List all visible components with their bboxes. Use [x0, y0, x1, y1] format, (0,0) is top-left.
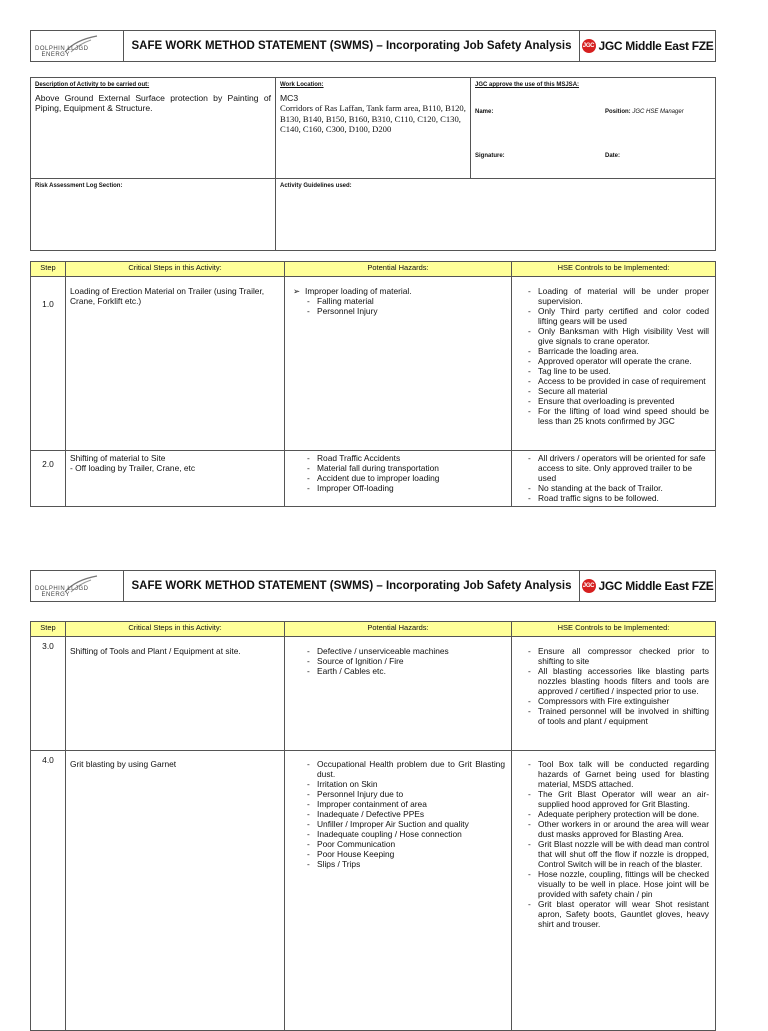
hazards-cell: [285, 637, 512, 751]
hazard-item: - Poor House Keeping: [305, 849, 505, 859]
control-item: - Ensure all compressor checked prior to shifting to site: [526, 646, 709, 666]
steps-table-header: [31, 262, 716, 277]
control-item: - Loading of material will be under proper supervision.: [526, 286, 709, 306]
control-item: - Barricade the loading area.: [526, 346, 709, 356]
control-item: - Compressors with Fire extinguisher: [526, 696, 709, 706]
activity-text: Shifting of material to Site: [70, 453, 166, 463]
col-critical-steps: Critical Steps in this Activity:: [66, 622, 285, 637]
control-item: - Tag line to be used.: [526, 366, 709, 376]
col-controls: HSE Controls to be Implemented:: [512, 262, 716, 277]
control-item: - Only Banksman with High visibility Vest will give signals to crane operator.: [526, 326, 709, 346]
description-value: Above Ground External Surface protection by Painting of Piping, Equipment & Structure.: [35, 93, 271, 113]
control-item: - Only Third party certified and color coded lifting gears will be used: [526, 306, 709, 326]
control-item: - Adequate periphery protection will be done.: [526, 809, 709, 819]
jgc-logo-icon: JGC: [582, 579, 596, 593]
info-table: [30, 77, 716, 251]
table-row: [31, 637, 716, 751]
work-location-line1: MC3: [280, 93, 299, 103]
document-title: SAFE WORK METHOD STATEMENT (SWMS) – Incorporating Job Safety Analysis: [131, 580, 572, 592]
control-item: - Grit blast operator will wear Shot resistant apron, Safety boots, Gauntlet gloves, heavy shirt and trouser.: [526, 899, 709, 929]
description-cell: [31, 78, 276, 179]
hazard-item: - Personnel Injury due to: [305, 789, 505, 799]
dolphin-energy-logo: [31, 571, 124, 601]
jgc-logo-icon: JGC: [582, 39, 596, 53]
hazard-item: - Unfiller / Improper Air Suction and quality: [305, 819, 505, 829]
logo-text-line1: DOLPHIN: [35, 586, 66, 592]
control-item: - The Grit Blast Operator will wear an air-supplied hood approved for Grit Blasting.: [526, 789, 709, 809]
table-row: [31, 751, 716, 1031]
brand-name: JGC Middle East FZE: [598, 39, 714, 53]
hazard-item: - Road Traffic Accidents: [305, 453, 507, 463]
control-item: - All drivers / operators will be oriented for safe access to site. Only approved trailer to be used: [526, 453, 709, 483]
col-controls: HSE Controls to be Implemented:: [512, 622, 716, 637]
steps-table-page2: [30, 621, 716, 1031]
table-row: [31, 451, 716, 507]
signature-label: Signature:: [475, 153, 505, 159]
hazards-cell: [285, 277, 512, 451]
control-item: - Ensure that overloading is prevented: [526, 396, 709, 406]
approval-cell: [471, 78, 716, 179]
step-number: 2.0: [31, 451, 66, 507]
risk-assessment-cell: [31, 179, 276, 251]
description-label: Description of Activity to be carried out:: [35, 82, 150, 88]
col-hazards: Potential Hazards:: [285, 262, 512, 277]
step-number: 1.0: [31, 277, 66, 451]
position-label: Position:: [605, 109, 631, 115]
jgc-brand: [579, 31, 715, 61]
hazard-item: - Improper containment of area: [305, 799, 505, 809]
steps-table-page1: [30, 261, 716, 507]
hazard-item: - Slips / Trips: [305, 859, 505, 869]
control-item: - For the lifting of load wind speed should be less than 25 knots confirmed by JGC: [526, 406, 709, 426]
col-hazards: Potential Hazards:: [285, 622, 512, 637]
hazards-cell: [285, 751, 512, 1031]
position-value: JGC HSE Manager: [632, 109, 684, 115]
activity-text: Loading of Erection Material on Trailer (using Trailer, Crane, Forklift etc.): [66, 277, 285, 451]
control-item: - Secure all material: [526, 386, 709, 396]
activity-text: Grit blasting by using Garnet: [66, 751, 285, 1031]
hazard-item: - Defective / unserviceable machines: [305, 646, 507, 656]
activity-cell: [66, 451, 285, 507]
activity-text: Shifting of Tools and Plant / Equipment at site.: [66, 637, 285, 751]
dolphin-energy-logo: [31, 31, 124, 61]
control-item: - Tool Box talk will be conducted regarding hazards of Garnet being used for blasting material, MSDS attached.: [526, 759, 709, 789]
page1-header: [30, 30, 716, 62]
hazard-item: - Falling material: [305, 296, 507, 306]
logo-text-line1: DOLPHIN: [35, 46, 66, 52]
logo-code: LLJGD: [67, 46, 89, 52]
hazard-item: - Inadequate / Defective PPEs: [305, 809, 505, 819]
control-item: - Approved operator will operate the crane.: [526, 356, 709, 366]
hazard-item: - Irritation on Skin: [305, 779, 505, 789]
guidelines-label: Activity Guidelines used:: [280, 183, 352, 189]
control-item: - Trained personnel will be involved in shifting of tools and plant / equipment: [526, 706, 709, 726]
control-item: - Other workers in or around the area will wear dust masks approved for Blasting Area.: [526, 819, 709, 839]
hazard-head: ➢ Improper loading of material.: [293, 286, 507, 296]
controls-cell: [512, 451, 716, 507]
hazards-cell: [285, 451, 512, 507]
hazard-item: - Poor Communication: [305, 839, 505, 849]
work-location-cell: [276, 78, 471, 179]
guidelines-cell: [276, 179, 716, 251]
step-number: 4.0: [31, 751, 66, 1031]
col-step: Step: [31, 262, 66, 277]
hazard-item: - Occupational Health problem due to Grit Blasting dust.: [305, 759, 505, 779]
logo-text-line2: ENERGY: [41, 52, 70, 58]
table-row: [31, 277, 716, 451]
col-step: Step: [31, 622, 66, 637]
risk-assessment-label: Risk Assessment Log Section:: [35, 183, 123, 189]
controls-cell: [512, 277, 716, 451]
step-number: 3.0: [31, 637, 66, 751]
control-item: - No standing at the back of Trailor.: [526, 483, 709, 493]
name-label: Name:: [475, 109, 494, 115]
control-item: - Grit Blast nozzle will be with dead man control that will shut off the flow if nozzle is dropped, Control Switch will be in reach of the blaster.: [526, 839, 709, 869]
col-critical-steps: Critical Steps in this Activity:: [66, 262, 285, 277]
brand-name: JGC Middle East FZE: [598, 579, 714, 593]
control-item: - Hose nozzle, coupling, fittings will be checked visually to be well in place. Hose joint will be provided with safety chain / pin: [526, 869, 709, 899]
document-title: SAFE WORK METHOD STATEMENT (SWMS) – Incorporating Job Safety Analysis: [131, 40, 572, 52]
control-item: - Road traffic signs to be followed.: [526, 493, 709, 503]
steps-table-header: [31, 622, 716, 637]
logo-code: LLJGD: [67, 586, 89, 592]
activity-subtext: - Off loading by Trailer, Crane, etc: [70, 463, 196, 473]
date-label: Date:: [605, 153, 621, 159]
control-item: - Access to be provided in case of requirement: [526, 376, 709, 386]
page2-header: [30, 570, 716, 602]
work-location-line2: Corridors of Ras Laffan, Tank farm area, B110, B120, B130, B140, B150, B160, B310, C110, C120, C130, C140, C160, C300, D100, D200: [280, 103, 466, 134]
controls-cell: [512, 637, 716, 751]
approval-label: JGC approve the use of this MSJSA:: [475, 82, 580, 88]
jgc-brand: [579, 571, 715, 601]
control-item: - All blasting accessories like blasting parts nozzles blasting hoods filters and tools are approved / certified / inspected prior to use.: [526, 666, 709, 696]
hazard-item: - Earth / Cables etc.: [305, 666, 507, 676]
hazard-item: - Improper Off-loading: [305, 483, 507, 493]
hazard-item: - Source of Ignition / Fire: [305, 656, 507, 666]
hazard-item: - Inadequate coupling / Hose connection: [305, 829, 505, 839]
work-location-label: Work Location:: [280, 82, 324, 88]
hazard-item: - Accident due to improper loading: [305, 473, 507, 483]
controls-cell: [512, 751, 716, 1031]
logo-text-line2: ENERGY: [41, 592, 70, 598]
hazard-item: - Personnel Injury: [305, 306, 507, 316]
hazard-item: - Material fall during transportation: [305, 463, 507, 473]
